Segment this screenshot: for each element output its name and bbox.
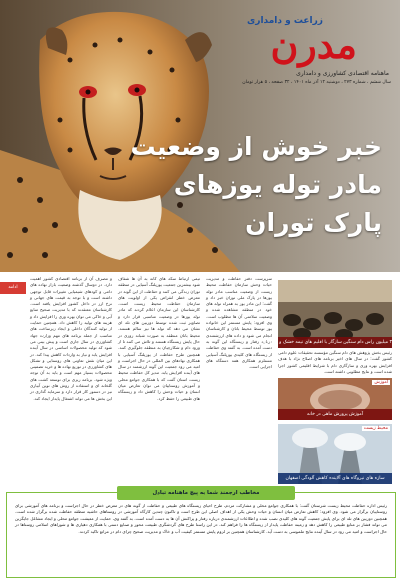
news-photo-fish[interactable] — [278, 378, 392, 420]
news-photo-powerplant[interactable] — [278, 424, 392, 484]
headline-line-3: پارک توران — [245, 208, 382, 237]
news-section-label: محیط زیست — [363, 426, 388, 431]
column-text: تیمی ارتباط سکه های کانه به آن ها شفاف شود بیشترین جمعیت یوزپلنگ آسیایی در منطقه توران زندگی می کنند و حفاظت از این گونه در معرض خطر انقراض یکی از اولویت های سازمان حفاظت محیط زیست است. کارشناسان این سازمان اعلام کردند که مادر توله یوزها در وضعیت مناسبی قرار دارد و تصاویر ثبت شده توسط دوربین های تله ای نشان می دهد که توله ها نیز سالم هستند. محیط بانان منطقه به صورت شبانه روزی در حال پایش زیستگاه هستند و تلاش می کنند تا از ورود دام و شکارچیان به منطقه جلوگیری کنند. همچنین طرح حفاظت از یوزپلنگ آسیایی با همکاری نهادهای بین المللی در حال اجراست و امید می رود جمعیت این گونه ارزشمند در سال های آینده افزایش یابد. مدیر کل حفاظت محیط زیست استان گفت که با همکاری جوامع محلی و آموزش روستاییان می توان تعارض میان انسان و حیات وحش را کاهش داد و زیستگاه های طبیعی را حفظ کرد. — [118, 276, 200, 401]
news-photo-cattle[interactable] — [262, 280, 392, 348]
news-section-label: آموزش — [374, 380, 388, 385]
headline-line-2: مادر توله یوزهای — [173, 170, 382, 199]
box-text: رئیس اداره حفاظت محیط زیست شرستان گفت: با همکاری جوامع محلی و مشارکت مردم، طرح احیای زیستگاه های طبیعی و حفاظت از گونه های در معرض خطر در حال اجراست و برنامه های آموزشی برای روستاییان برگزار می شود. وی افزود: کاهش تعارض میان انسان و حیات وحش یکی از اهداف اصلی این طرح است و تاکنون چندین کارگاه آموزشی در روستاهای حاشیه منطقه حفاظت شده برگزار شده است. همچنین دوربین های تله ای برای پایش جمعیت گونه های کلیدی نصب شده و اطلاعات ارزشمندی درباره رفتار و پراکنش آن ها به دست آمده است. به گفته وی، حمایت از معیشت جوامع محلی و ایجاد مشاغل جایگزین می تواند فشار بر منابع طبیعی را کاهش دهد و زمینه حفاظت پایدار از زیستگاه ها را فراهم کند. در این راستا طرح های گردشگری طبیعت محور و صنایع دستی با همکاری دهیاری ها و شوراهای اسلامی روستاها در حال اجراست و امید می رود در سال آینده نتایج ملموسی به دست آید. کارشناسان همچنین بر لزوم پایش مستمر کیفیت آب و خاک و مدیریت صحیح چرای دام در مراتع تاکید کردند. — [15, 503, 387, 534]
cover-headline — [130, 128, 382, 242]
issue-info: سال ششم ، شماره ۲۷۳ ، دوشنبه ۱۲ آذر ماه ۱۴۰۱ ، ۳۲ صفحه ، ۵ هزار تومان — [242, 80, 391, 85]
logo-title: مدرن — [270, 22, 357, 67]
article-column-right — [206, 276, 272, 492]
news-text: رئیس بخش پژوهش های دام سنگین مؤسسه تحقیقات علوم دامی کشور گفت: در سال های اخیر برنامه های اصلاح نژاد با هدف افزایش بهره وری و سازگاری دام با شرایط اقلیمی کشور اجرا شده است و نتایج مطلوبی داشته است. — [278, 350, 392, 374]
news-caption: ۳ میلیون راس دام سنگین سازگار با اقلیم های نیمه خشک و دامداری — [278, 337, 392, 348]
article-column-left — [30, 276, 112, 492]
box-title: مخاطب ارجمند شما به پیچ ماهنامه تبادل — [117, 486, 295, 500]
bottom-article-box — [6, 492, 396, 578]
column-text: و مصرف آن از برنامه اقتصادی کشور اهمیت دارد. در دوسال گذشته وضعیت بازار نهاده های دامی و کودهای شیمیایی تغییرات قابل توجهی داشته است و با توجه به قیمت های جهانی و نرخ ارز در داخل کشور افزایش یافته است. کارشناسان معتقدند که با مدیریت صحیح منابع آبی و خاکی می توان بهره وری را افزایش داد و هزینه های تولید را کاهش داد. همچنین حمایت از تولید کنندگان داخلی و ایجاد زیرساخت های مناسب از جمله برنامه های مهم وزارت جهاد کشاورزی در سال جاری است و پیش بینی می شود که تولید محصولات اساسی در سال آینده افزایش یابد و نیاز به واردات کاهش پیدا کند. در این میان نقش تعاونی های روستایی و تشکل های کشاورزی در توزیع نهاده ها و خرید تضمینی محصولات بسیار مهم است و باید به آن توجه ویژه شود. برنامه ریزی برای توسعه کشت های گلخانه ای و استفاده از روش های نوین آبیاری نیز در دستور کار قرار دارد و سرمایه گذاری در این بخش ها می تواند اشتغال پایدار ایجاد کند. — [30, 276, 112, 401]
magazine-subtitle: ماهنامه اقتصادی کشاورزی و دامداری — [296, 70, 389, 77]
headline-line-1: خبر خوش از وضعیت — [130, 132, 382, 161]
news-caption: سازه های نیروگاه های آلاینده کاهش آلودگی اصفهان — [278, 473, 392, 484]
logo-small-text: زراعت و دامداری — [247, 16, 323, 26]
column-text: سرپرست دفتر حفاظت و مدیریت حیات وحش سازمان حفاظت محیط زیست از وضعیت مناسب مادر توله یوزها در پارک ملی توران خبر داد و گفت: این مادر یوز به همراه توله های خود در منطقه مشاهده شده و وضعیت سلامتی آن ها مطلوب است. وی افزود: پایش مستمر این خانواده یوز توسط محیط بانان و کارشناسان انجام می شود و داده های ارزشمندی درباره رفتار و زیستگاه این گونه به دست آمده است. به گفته وی حفاظت از زیستگاه های کلیدی یوزپلنگ آسیایی مستلزم همکاری همه دستگاه های اجرایی است. — [206, 276, 272, 370]
hero-banner — [0, 0, 400, 272]
magazine-logo — [235, 14, 385, 72]
article-column-middle — [118, 276, 200, 492]
continue-tab: ادامه — [0, 282, 26, 294]
news-caption: آموزش پرورش ماهی در خانه — [278, 409, 392, 420]
masthead — [225, 14, 395, 90]
